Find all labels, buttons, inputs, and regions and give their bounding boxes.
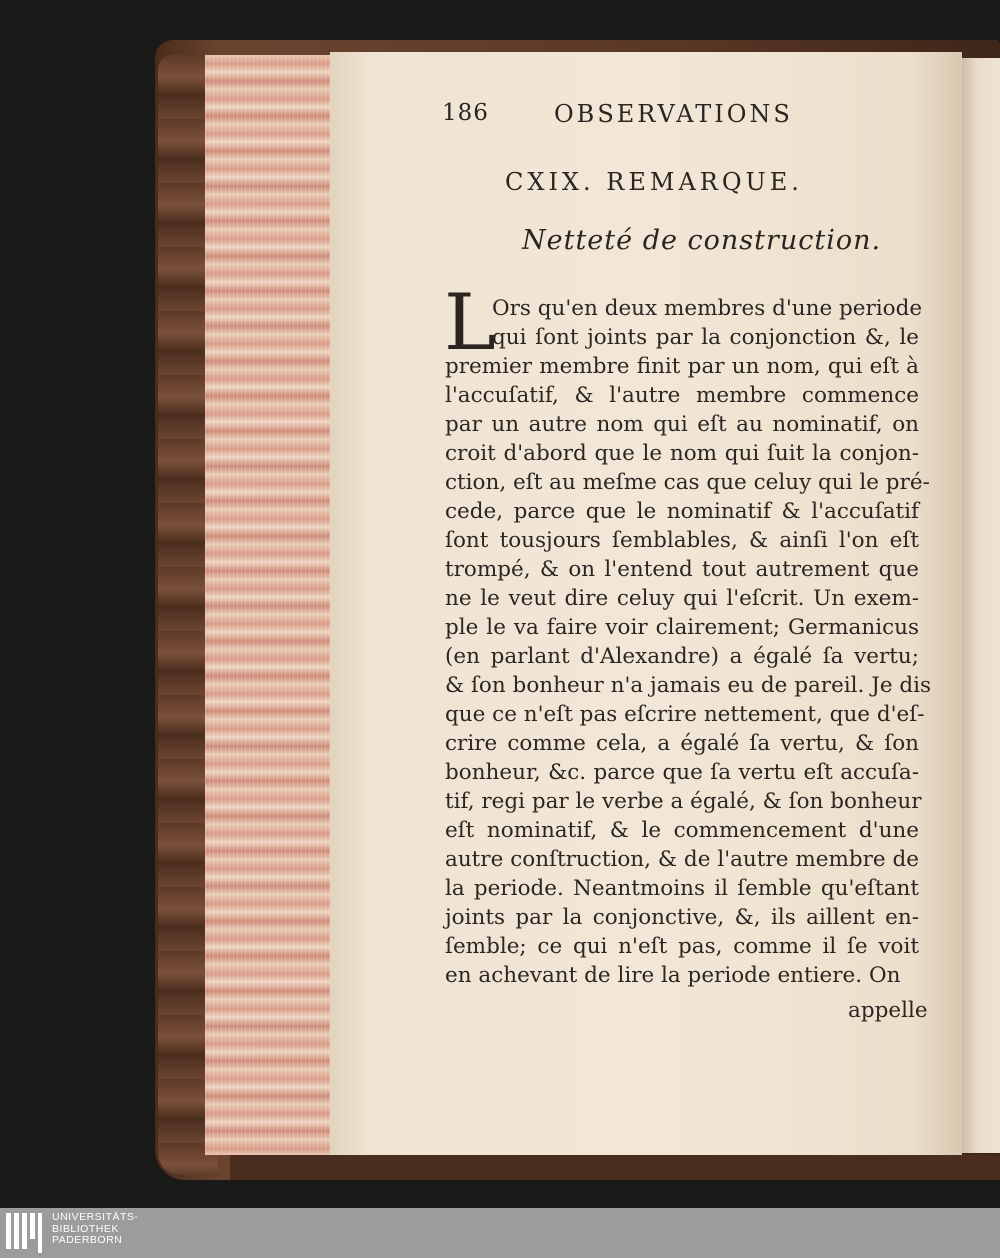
text-line: eſt nominatif, & le commencement d'une: [445, 818, 919, 843]
catchword: appelle: [848, 998, 928, 1023]
logo-line: BIBLIOTHEK: [52, 1222, 119, 1235]
text-line: la periode. Neantmoins il ſemble qu'eſtant: [445, 876, 919, 901]
text-line: ſont tousjours ſemblables, & ainſi l'on eſt: [445, 528, 919, 553]
text-line: par un autre nom qui eſt au nominatif, on: [445, 412, 919, 437]
text-line: tif, regi par le verbe a égalé, & ſon bonheur: [445, 789, 922, 814]
text-line: ction, eſt au meſme cas que celuy qui le pré-: [445, 470, 930, 495]
facing-page-edge: [962, 58, 1000, 1153]
text-line: cede, parce que le nominatif & l'accuſatif: [445, 499, 919, 524]
bottom-board: [230, 1155, 1000, 1180]
library-footer: [0, 1208, 1000, 1258]
logo-line: UNIVERSITÄTS-: [52, 1211, 139, 1223]
library-logo-text: [52, 1212, 138, 1247]
running-head: [442, 100, 842, 136]
text-line: & ſon bonheur n'a jamais eu de pareil. Je dis: [445, 673, 932, 698]
text-line: ſemble; ce qui n'eſt pas, comme il ſe voit: [445, 934, 919, 959]
text-line: qui ſont joints par la conjonction &, le: [492, 325, 919, 350]
text-line: crire comme cela, a égalé ſa vertu, & ſon: [445, 731, 919, 756]
page-number: 186: [442, 100, 489, 126]
section-title: CXIX. REMARQUE.: [505, 168, 803, 196]
text-line: ne le veut dire celuy qui l'eſcrit. Un exem-: [445, 586, 919, 611]
page-edges: [205, 55, 331, 1155]
text-line: joints par la conjonctive, &, ils aillent en-: [445, 905, 919, 930]
text-line: premier membre finit par un nom, qui eſt à: [445, 354, 919, 379]
text-line: (en parlant d'Alexandre) a égalé ſa vertu;: [445, 644, 919, 669]
section-subtitle: Netteté de construction.: [522, 225, 882, 256]
text-line: que ce n'eſt pas eſcrire nettement, que d'eſ-: [445, 702, 925, 727]
text-line: Ors qu'en deux membres d'une periode: [492, 296, 923, 321]
text-line: trompé, & on l'entend tout autrement que: [445, 557, 919, 582]
text-line: croit d'abord que le nom qui ſuit la conjon-: [445, 441, 919, 466]
text-line: en achevant de lire la periode entiere. On: [445, 963, 901, 988]
drop-cap: L: [444, 278, 496, 368]
text-line: ple le va faire voir clairement; Germanicus: [445, 615, 919, 640]
text-line: bonheur, &c. parce que ſa vertu eſt accuſa-: [445, 760, 919, 785]
logo-line: PADERBORN: [52, 1234, 123, 1246]
library-logo-icon: [6, 1213, 46, 1253]
text-line: autre conſtruction, & de l'autre membre de: [445, 847, 919, 872]
running-title: OBSERVATIONS: [554, 100, 793, 128]
text-line: l'accuſatif, & l'autre membre commence: [445, 383, 919, 408]
